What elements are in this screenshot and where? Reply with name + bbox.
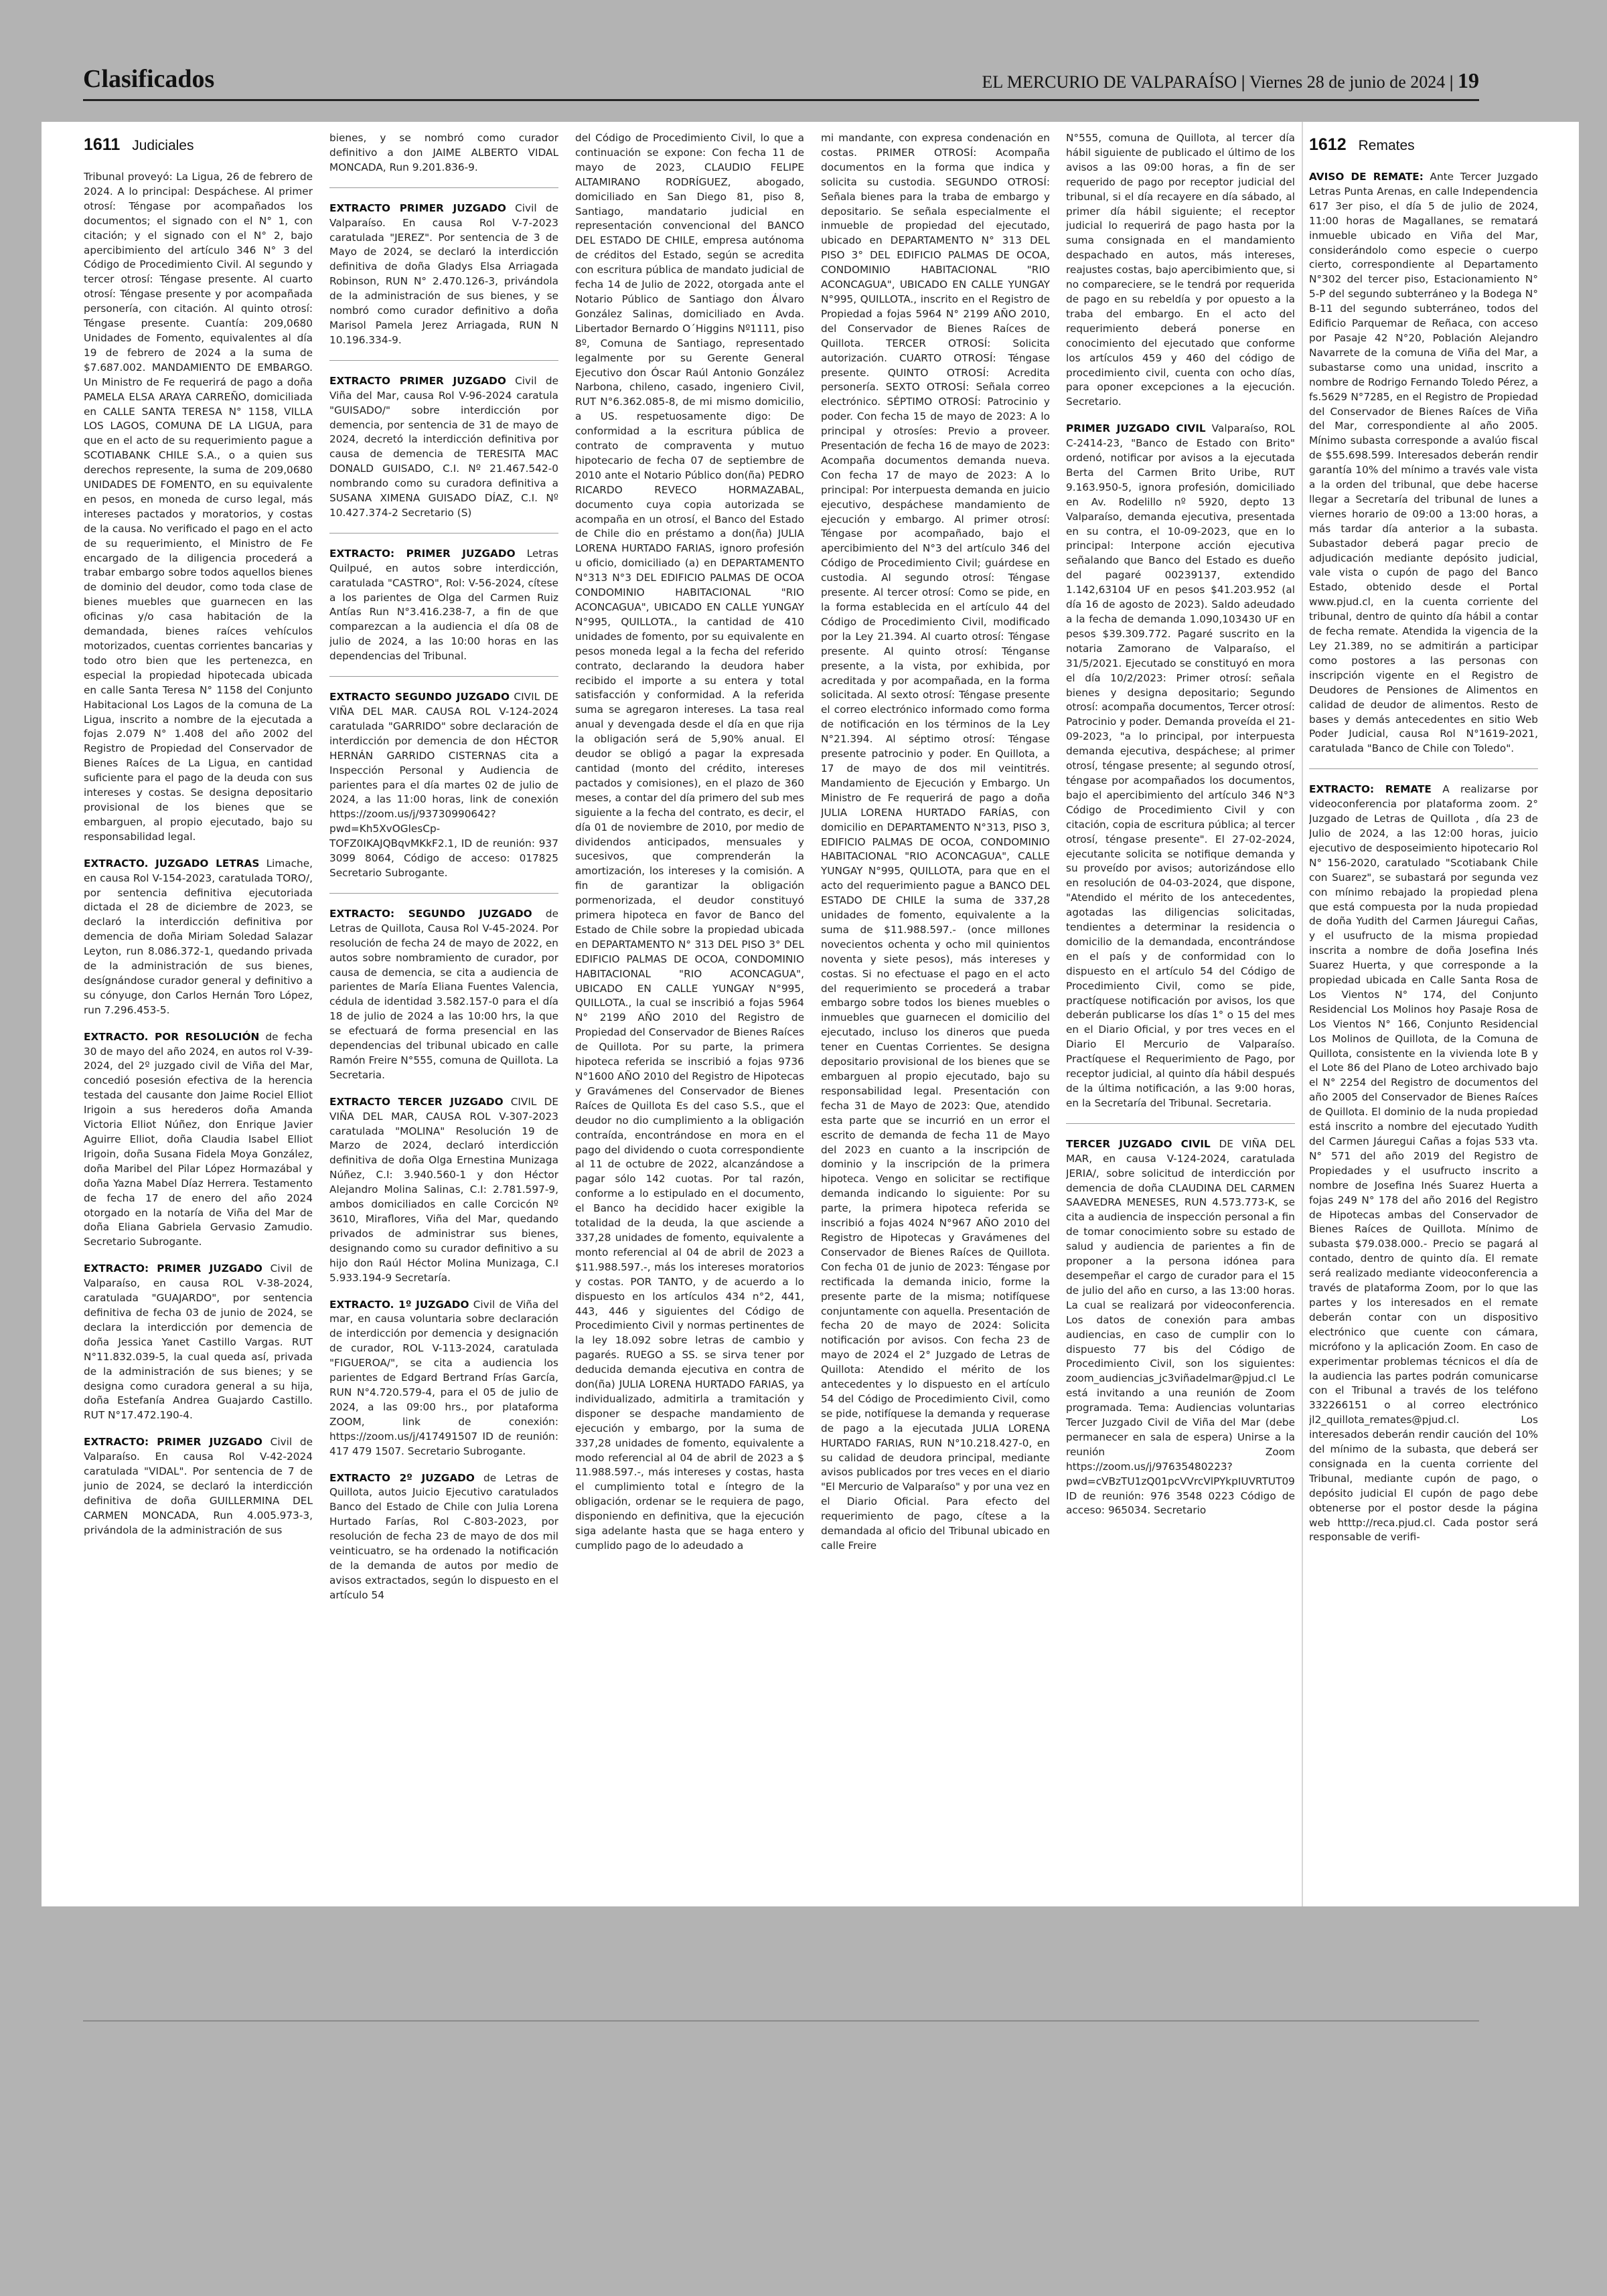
category-number: 1612: [1309, 135, 1347, 154]
notice-heading: TERCER JUZGADO CIVIL: [1066, 1137, 1211, 1150]
notice-heading: EXTRACTO PRIMER JUZGADO: [329, 201, 506, 214]
notice-heading: EXTRACTO PRIMER JUZGADO: [329, 374, 506, 387]
notice: [1309, 783, 1538, 1545]
newspaper-name: EL MERCURIO DE VALPARAÍSO: [982, 72, 1237, 92]
notice-body: CIVIL DE VIÑA DEL MAR, CAUSA ROL V-307-2023 caratulada "MOLINA" Resolución 19 de Marzo de 2024, declaró interdicción definitiva de doña Olga Ernestina Munizaga Núñez, C.I: 3.940.560-1 y don Héctor Alejandro Molina Salinas, C.I: 2.781.597-9, ambos domiciliados en calle Corcicón Nº 3610, Miraflores, Viña del Mar, quedando privados de administrar sus bienes, designando como su curador definitivo a su hijo don Raúl Héctor Molina Munizaga, C.I 5.933.194-9 Secretaría.: [329, 1095, 558, 1284]
notice-heading: EXTRACTO 2º JUZGADO: [329, 1471, 475, 1484]
notice-heading: AVISO DE REMATE:: [1309, 171, 1424, 183]
page-inner: [42, 122, 1284, 1906]
notice-body: Valparaíso, ROL C-2414-23, "Banco de Estado con Brito" ordenó, notificar por avisos a la ejecutada Berta del Carmen Brito Uribe, RUT 9.163.950-5, ignora profesión, domiciliado en Av. Rodelillo nº 5920, depto 13 Valparaíso, demanda ejecutiva, presentada en su contra, el 10-09-2023, que en lo principal: Interpone acción ejecutiva señalando que Banco del Estado es dueño del pagaré 00239137, extendido 1.142,63104 UF en pesos $41.203.952 (al día 16 de agosto de 2023). Saldo adeudado a la fecha de demanda 1.090,103430 UF en pesos $39.309.772. Pagaré suscrito en la notaria Zamorano de Valparaíso, el 31/5/2021. Ejecutado se constituyó en mora el día 10/2/2023: Primer otrosí: señala bienes y designa depositario; Segundo otrosí: acompaña documentos, Tercer otrosí: Patrocinio y poder. Demanda proveída el 21-09-2023, "a lo principal, por interpuesta demanda ejecutiva, despáchese; al primer otrosí, téngase presente; al segundo otrosí, téngase por acompañados los documentos, bajo el apercibimiento del artículo 346 N°3 Código de Procedimiento Civil y con citación, copia de escritura pública; al tercer otrosí, téngase presente". El 27-02-2024, ejecutante solicita se notifique demanda y su proveído por avisos; autorizándose ello en resolución de 04-03-2024, que dispone, "Atendido el mérito de los antecedentes, agotadas las diligencias solicitadas, tendientes a determinar la residencia o domicilio de la demandada, encontrándose en el país y de conformidad con lo dispuesto en el artículo 54 del Código de Procedimiento Civil, como se pide, practíquese notificación por avisos, los que deberán publicarse los días 1° o 15 del mes en el Diario Oficial, y por tres veces en el Diario El Mercurio de Valparaíso. Practíquese el Requerimiento de Pago, por receptor judicial, al quinto día hábil después de la última notificación, a las 9:00 horas, en la Secretaría del Tribunal. Secretaria.: [1066, 422, 1295, 1109]
notice-body: Limache, en causa Rol V-154-2023, caratulada TORO/, por sentencia definitiva ejecutoriada dictada el 28 de diciembre de 2023, se declaró la interdicción definitiva por demencia de doña Miriam Soledad Salazar Leyton, run 8.086.372-1, quedando privada de la administración de sus bienes, desígnándose curador general y definitivo a su cónyuge, don Carlos Hernán Toro López, run 7.296.453-5.: [84, 857, 313, 1016]
notice-body: Civil de Valparaíso. En causa Rol V-7-2023 caratulada "JEREZ". Por sentencia de 3 de Mayo de 2024, se declaró la interdicción definitiva de doña Gladys Elsa Arriagada Robinson, RUN N° 2.470.126-3, privándola de la administración de sus bienes, y se nombró como curador definitivo a doña Marisol Pamela Jerez Arriagada, RUN N 10.196.334-9.: [329, 201, 558, 346]
page-gutter: [1302, 122, 1303, 1906]
page-number: 19: [1458, 68, 1479, 92]
notice-body: de Letras de Quillota, Causa Rol V-45-2024. Por resolución de fecha 24 de mayo de 2022, en autos sobre nombramiento de curador, por causa de demencia, se cita a audiencia de parientes de María Eliana Fuentes Valencia, cédula de identidad 3.582.157-0 para el día 18 de julio de 2024 a las 10:00 hrs, la que se efectuará de forma presencial en las dependencias del tribunal ubicado en calle Ramón Freire N°555, comuna de Quillota. La Secretaria.: [329, 907, 558, 1081]
notice-body: A realizarse por videoconferencia por plataforma zoom. 2° Juzgado de Letras de Quillota , día 23 de Julio de 2024, a las 12:00 horas, juicio ejecutivo de desposeimiento hipotecario Rol N° 156-2020, caratulado "Scotiabank Chile con Suarez", se subastará por segunda vez con mínimo rebajado la propiedad plena que está compuesta por la nuda propiedad de doña Yudith del Carmen Jáuregui Cañas, y el usufructo de la misma propiedad inscrita a nombre de doña Josefina Inés Suarez Huerta, y que corresponde a la propiedad ubicada en Calle Santa Rosa de Los Vientos N° 174, del Conjunto Residencial Los Molinos hoy Pasaje Rosa de Los Vientos N° 166, Conjunto Residencial Los Molinos de Quillota, de la Comuna de Quillota, consistente en la vivienda lote B y el Lote 86 del Plano de Loteo archivado bajo el N° 2254 del Registro de documentos del año 2005 del Conservador de Bienes Raíces de Quillota. El dominio de la nuda propiedad está inscrito a nombre del ejecutado Yudith del Carmen Jáuregui Cañas a fojas 533 vta. N° 571 del año 2019 del Registro de Propiedades y el usufructo inscrito a nombre de Josefina Inés Suarez Huerta a fojas 249 N° 178 del año 2016 del Registro de Hipotecas ambas del Conservador de Bienes Raíces de Quillota. Mínimo de subasta $79.038.000.- Precio se pagará al contado, dentro de quinto día. El remate será realizado mediante videoconferencia a través de plataforma Zoom, por lo que las partes y los interesados en el remate deberán contar con un dispositivo electrónico que cuente con cámara, micrófono y la aplicación Zoom. En caso de experimentar problemas técnicos el día de la audiencia las partes podrán comunicarse con el Tribunal a través de los teléfono 332266151 o al correo electrónico jl2_quillota_remates@pjud.cl. Los interesados deberán rendir caución del 10% del mínimo de la subasta, que deberá ser consignada en la cuenta corriente del Tribunal, mediante cupón de pago, o depósito judicial El cupón de pago debe obtenerse por el postor desde la página web htttp://reca.pjud.cl. Cada postor será responsable de verifi-: [1309, 783, 1538, 1544]
notice-body: Tribunal proveyó: La Ligua, 26 de febrero de 2024. A lo principal: Despáchese. Al primer otrosí: Téngase por acompañados los documentos; el signado con el N° 1, con citación; y el signado con el N° 2, bajo apercibimiento del artículo 346 N° 3 del Código de Procedimiento Civil. Al segundo y tercer otrosí: Téngase presente. Al cuarto otrosí: Téngase presente y por acompañada personería, con citación. Al quinto otrosí: Téngase presente. Cuantía: 209,0680 Unidades de Fomento, equivalentes al día 19 de febrero de 2024 a la suma de $7.687.002. MANDAMIENTO DE EMBARGO. Un Ministro de Fe requerirá de pago a doña PAMELA ELSA ARAYA CARREÑO, domiciliada en CALLE SANTA TERESA N° 1158, VILLA LOS LAGOS, COMUNA DE LA LIGUA, para que en el acto de su requerimiento pague a SCOTIABANK CHILE S.A., o a quien sus derechos represente, la suma de 209,0680 UNIDADES DE FOMENTO, en su equivalente en pesos, en moneda de curso legal, más intereses pactados y moratorios, y costas de la causa. No verificado el pago en el acto de su requerimiento, el Ministro de Fe encargado de la diligencia procederá a trabar embargo sobre todos aquellos bienes de dominio del deudor, como toda clase de bienes muebles que guarnecen en las oficinas y/o casa habitación de la demandada, bienes raíces vehículos motorizados, cuentas corrientes bancarias y todo otro bien que les pertenezca, en especial la propiedad hipotecada ubicada en calle Santa Teresa N° 1158 del Conjunto Habitacional Los Lagos de la comuna de La Ligua, inscrito a nombre de la ejecutada a fojas 2.079 N° 1.408 del año 2002 del Registro de Propiedad del Conservador de Bienes Raíces de La Ligua, en cantidad suficiente para el pago de la deuda con sus intereses y costas. Se designa depositario provisional de los bienes que se embarguen, al propio ejecutado, bajo su responsabilidad legal.: [84, 171, 313, 843]
notice-heading: EXTRACTO SEGUNDO JUZGADO: [329, 691, 510, 704]
notice-body: de Letras de Quillota, autos Juicio Ejecutivo caratulados Banco del Estado de Chile con Julia Lorena Hurtado Farías, Rol C-803-2023, por resolución de fecha 23 de mayo de dos mil veinticuatro, se ha ordenado la notificación de la demanda de autos por medio de avisos extractados, según lo dispuesto en el artículo 54: [329, 1471, 558, 1601]
notice-divider: [1309, 768, 1538, 769]
notice-heading: EXTRACTO: PRIMER JUZGADO: [329, 547, 516, 560]
page-header: [83, 62, 1479, 101]
masthead: EL MERCURIO DE VALPARAÍSO | Viernes 28 de junio de 2024 | 19: [982, 68, 1479, 92]
notice-body: Letras Quilpué, en autos sobre interdicción, caratulada "CASTRO", Rol: V-56-2024, cítese a los parientes de Olga del Carmen Ruiz Antías Run N°3.416.238-7, a fin de que comparezcan a la audiencia el día 08 de julio de 2024, a las 10:00 horas en las dependencias del Tribunal.: [329, 547, 558, 663]
category-label: Judiciales: [132, 138, 194, 153]
notice-heading: EXTRACTO. JUZGADO LETRAS: [84, 857, 260, 870]
notice-body: de fecha 30 de mayo del año 2024, en autos rol V-39-2024, del 2º juzgado civil de Viña del Mar, concedió posesión efectiva de la herencia testada del causante don Jaime Rociel Elliot Irigoin a sus herederos doña Amanda Victoria Elliot Núñez, don Enrique Javier Aguirre Elliot, doña Claudia Isabel Elliot Irigoin, doña Susana Fidela Moya González, doña Maribel del Pilar López Hormazábal y doña Yazna Mabel Díaz Herrera. Testamento de fecha 17 de enero del año 2024 otorgado en la notaría de Viña del Mar de doña Eliana Gabriela Gervasio Zamudio. Secretario Subrogante.: [84, 1030, 313, 1248]
column-6: [1309, 131, 1538, 1898]
notice-body: Ante Tercer Juzgado Letras Punta Arenas, en calle Independencia 617 3er piso, el día 5 de julio de 2024, 11:00 horas de Magallanes, se rematará inmueble ubicado en Viña del Mar, considerándolo como especie o cuerpo cierto, correspondiente al Departamento N°302 del tercer piso, Estacionamiento N° 5-P del segundo subterráneo y la Bodega N° B-11 del segundo subterráneo, todos del Edificio Parquemar de Reñaca, con acceso por Pasaje 42 N°20, Población Alejandro Navarrete de la comuna de Viña del Mar, a subastarse como una unidad, inscrito a nombre de Rodrigo Fernando Toledo Pérez, a fs.5629 N°7285, en el Registro de Propiedad del Conservador de Bienes Raíces de Viña del Mar, correspondiente al año 2005. Mínimo subasta corresponde a avalúo fiscal de $55.698.599. Interesados deberán rendir garantía 10% del mínimo a través vale vista a la orden del tribunal, que debe hacerse llegar a Secretaría del tribunal de lunes a viernes horario de 09:00 a 13:00 horas, a más tardar día anterior a la subasta. Subastador deberá pagar precio de adjudicación mediante depósito judicial, vale vista o cupón de pago del Banco Estado, obtenido desde el Portal www.pjud.cl, en la cuenta corriente del tribunal, dentro de quinto día hábil a contar de fecha remate. Atendida la vigencia de la Ley 21.389, no se admitirán a participar como postores a las personas con inscripción vigente en el Registro de Deudores de Pensiones de Alimentos en calidad de deudor de alimentos. Resto de bases y demás antecedentes en sitio Web Poder Judicial, causa Rol N°1619-2021, caratulada "Banco de Chile con Toledo".: [1309, 171, 1538, 755]
notice-body: bienes, y se nombró como curador definitivo a don JAIME ALBERTO VIDAL MONCADA, Run 9.201.836-9.: [329, 132, 558, 173]
bottom-rule: [83, 2020, 1479, 2022]
notice-body: Civil de Viña del mar, en causa voluntaria sobre declaración de interdicción por demencia y designación de curador, ROL V-113-2024, caratulada "FIGUEROA/", se cita a audiencia los parientes de Edgard Bertrand Frías García, RUN N°4.720.579-4, para el 05 de julio de 2024, a las 09:00 hrs., por plataforma ZOOM, link de conexión: https://zoom.us/j/417491507 ID de reunión: 417 479 1507. Secretario Subrogante.: [329, 1298, 558, 1457]
notice-heading: EXTRACTO TERCER JUZGADO: [329, 1095, 504, 1108]
category-number: 1611: [84, 135, 121, 154]
notice-heading: EXTRACTO. POR RESOLUCIÓN: [84, 1030, 260, 1043]
notice-heading: EXTRACTO: SEGUNDO JUZGADO: [329, 907, 532, 920]
notice-body: DE VIÑA DEL MAR, en causa V-124-2024, caratulada JERIA/, sobre solicitud de interdicción por demencia de doña CLAUDINA DEL CARMEN SAAVEDRA MENESES, RUN 4.573.773-K, se cita a audiencia de inspección personal a fin de tomar conocimiento sobre su estado de salud y audiencia de parientes a fin de proponer a la persona idónea para desempeñar el cargo de curador para el 15 de julio del año en curso, a las 13:00 horas. La cual se realizará por videoconferencia. Los datos de conexión para ambas audiencias, en caso de cumplir con lo dispuesto 77 bis del Código de Procedimiento Civil, son los siguientes: zoom_audiencias_jc3viñadelmar@pjud.cl Le está invitando a una reunión de Zoom programada. Tema: Audiencias voluntarias Tercer Juzgado Civil de Viña del Mar (debe permanecer en sala de espera) Unirse a la reunión Zoom https://zoom.us/j/97635480223?pwd=cVBzTU1zQ01pcVVrcVlPYkpIUVRTUT09 ID de reunión: 976 3548 0223 Código de acceso: 965034. Secretario: [1066, 1137, 1295, 1517]
notice-heading: EXTRACTO: PRIMER JUZGADO: [84, 1262, 262, 1275]
notice-body: Civil de Viña del Mar, causa Rol V-96-2024 caratula "GUISADO/" sobre interdicción por demencia, por sentencia de 31 de mayo de 2024, decretó la interdicción definitiva por causa de demencia de TERESITA MAC DONALD GUISADO, C.I. Nº 21.467.542-0 nombrando como su curadora definitiva a SUSANA XIMENA GUISADO DÍAZ, C.I. Nº 10.427.374-2 Secretario (S): [329, 374, 558, 519]
notice-body: mi mandante, con expresa condenación en costas. PRIMER OTROSÍ: Acompaña documentos en la forma que indica y solicita su custodia. SEGUNDO OTROSÍ: Señala bienes para la traba de embargo y depositario. Se señala especialmente el inmueble de propiedad del ejecutado, ubicado en DEPARTAMENTO N° 313 DEL PISO 3° DEL EDIFICIO PALMAS DE OCOA, CONDOMINIO HABITACIONAL "RIO ACONCAGUA", UBICADO EN CALLE YUNGAY N°995, QUILLOTA., inscrito en el Registro de Propiedad a fojas 5964 N° 2199 AÑO 2010, del Conservador de Bienes Raíces de Quillota. TERCER OTROSÍ: Solicita autorización. CUARTO OTROSÍ: Téngase presente. QUINTO OTROSÍ: Acredita personería. SEXTO OTROSÍ: Señala correo electrónico. SÉPTIMO OTROSÍ: Patrocinio y poder. Con fecha 15 de mayo de 2023: A lo principal y otrosíes: Previo a proveer. Presentación de fecha 16 de mayo de 2023: Acompaña documentos demanda nueva. Con fecha 17 de mayo de 2023: A lo principal: Por interpuesta demanda en juicio ejecutivo, despáchese mandamiento de ejecución y embargo. Al primer otrosí: Téngase por acompañado, bajo el apercibimiento del N°3 del artículo 346 del Código de Procedimiento Civil; guárdese en custodia. Al segundo otrosí: Téngase presente. Al tercer otrosí: Como se pide, en la forma establecida en el artículo 44 del Código de Procedimiento Civil, modificado por la Ley 21.394. Al cuarto otrosí: Téngase presente. Al quinto otrosí: Ténganse presente, a la vista, por exhibida, por acreditada y por acompañada, en la forma solicitada. Al sexto otrosí: Téngase presente el correo electrónico informado como forma de notificación en los términos de la Ley N°21.394. Al séptimo otrosí: Téngase presente patrocinio y poder. En Quillota, a 17 de mayo de dos mil veintitrés. Mandamiento de Ejecución y Embargo. Un Ministro de Fe requerirá de pago a doña JULIA LORENA HURTADO FARÍAS, con domicilio en DEPARTAMENTO N°313, PISO 3, EDIFICIO PALMAS DE OCOA, CONDOMINIO HABITACIONAL "RIO ACONCAGUA", CALLE YUNGAY N°995, QUILLOTA, para que en el acto del requerimiento pague a BANCO DEL ESTADO DE CHILE la suma de 337,28 unidades de fomento, equivalente a la suma de $11.988.597.- (once millones novecientos ochenta y ocho mil quinientos noventa y siete pesos), más intereses y costas. Si no efectuase el pago en el acto del requerimiento se procederá a trabar embargo sobre todos los bienes muebles o inmuebles que guarnecen el domicilio del ejecutado, incluso los dineros que pueda tener en Cuentas Corrientes. Se designa depositario provisional de los bienes que se embarguen al propio ejecutado, bajo su responsabilidad legal. Presentación con fecha 31 de Mayo de 2023: Que, atendido esta parte que se incurrió en un error el escrito de demanda de fecha 11 de Mayo del 2023 en cuanto a la inscripción de dominio y la inscripción de la primera hipoteca. Vengo en solicitar se rectifique demanda indicando lo siguiente: Por su parte, la primera hipoteca referida se inscribió a fojas 4024 N°967 AÑO 2010 del Registro de Hipotecas y Gravámenes del Conservador de Bienes Raíces de Quillota. Con fecha 01 de junio de 2023: Téngase por rectificada la demanda inicio, forme la presente parte de la misma; notifíquese conjuntamente con aquella. Presentación de fecha 20 de mayo de 2024: Solicita notificación por avisos. Con fecha 23 de mayo de 2024 el 2° Juzgado de Letras de Quillota: Atendido el mérito de los antecedentes y lo dispuesto en el artículo 54 del Código de Procedimiento Civil, como se pide, notifíquese la demanda y requerase de pago a la ejecutada JULIA LORENA HURTADO FARIAS, RUN N°10.218.427-0, en su calidad de deudora principal, mediante avisos publicados por tres veces en el diario "El Mercurio de Valparaíso" y por una vez en el Diario Oficial. Para efecto del requerimiento de pago, cítese a la demandada al oficio del Tribunal ubicado en calle Freire: [821, 132, 1050, 1552]
notice-body: N°555, comuna de Quillota, al tercer día hábil siguiente de publicado el último de los avisos a las 09:00 horas, a fin de ser requerido de pago por receptor judicial del tribunal, si el día recayere en día sábado, al primer día hábil siguiente; el receptor judicial lo requerirá de pago hasta por la suma consignada en el mandamiento despachado en autos, más intereses, reajustes costas, bajo apercibimiento que, si no compareciere, se le tendrá por requerida de pago en su rebeldía y por opuesto a la traba del embargo. En el acto del requerimiento deberá ponerse en conocimiento del ejecutado que conforme los artículos 459 y 460 del código de procedimiento civil, cuenta con ocho días, para oponer excepciones a la ejecución. Secretario.: [1066, 132, 1295, 408]
notice-heading: EXTRACTO. 1º JUZGADO: [329, 1298, 469, 1311]
notice: [1309, 170, 1538, 756]
notice-heading: EXTRACTO: PRIMER JUZGADO: [84, 1436, 262, 1449]
notice-body: del Código de Procedimiento Civil, lo que a continuación se expone: Con fecha 11 de mayo de 2023, CLAUDIO FELIPE ALTAMIRANO RODRÍGUEZ, abogado, domiciliado en San Diego 81, piso 8, Santiago, mandatario judicial en representación convencional del BANCO DEL ESTADO DE CHILE, empresa autónoma de créditos del Estado, según se acredita con escritura pública de mandato judicial de fecha 14 de Julio de 2022, otorgada ante el Notario Público de Santiago don Álvaro González Salinas, domiciliado en Avda. Libertador Bernardo O´Higgins Nº1111, piso 8º, Comuna de Santiago, representado legalmente por su Gerente General Ejecutivo don Óscar Raúl Antonio González Narbona, chileno, casado, ingeniero Civil, RUT N°6.362.085-8, de mi mismo domicilio, a US. respetuosamente digo: De conformidad a la escritura pública de contrato de compraventa y mutuo hipotecario de fecha 07 de septiembre de 2010 ante el Notario Público don(ña) PEDRO RICARDO REVECO HORMAZABAL, documento cuya copia autorizada se acompaña en un otrosí, el Banco del Estado de Chile dio en préstamo a don(ña) JULIA LORENA HURTADO FARIAS, ignoro profesión u oficio, domiciliado (a) en DEPARTAMENTO N°313 N°3 DEL EDIFICIO PALMAS DE OCOA CONDOMINIO HABITACIONAL "RIO ACONCAGUA", UBICADO EN CALLE YUNGAY N°995, QUILLOTA., la cantidad de 410 unidades de fomento, por su equivalente en pesos moneda legal a la fecha del referido contrato, declarando la deudora haber recibido el importe a su entera y total satisfacción y conformidad. A la referida suma se agregaron intereses. La tasa real anual y devengada desde el día en que rija la obligación será de 5,90% anual. El deudor se obligó a pagar la expresada cantidad (monto del crédito, intereses pactados y comisiones), en el plazo de 360 meses, a contar del día primero del sub mes siguiente a la fecha del contrato, es decir, el día 01 de noviembre de 2010, por medio de dividendos anticipados, mensuales y sucesivos, que comprenderán la amortización, los intereses y la comisión. A fin de garantizar la obligación pormenorizada, el deudor constituyó primera hipoteca en favor de Banco del Estado de Chile sobre la propiedad ubicada en DEPARTAMENTO N° 313 DEL PISO 3° DEL EDIFICIO PALMAS DE OCOA, CONDOMINIO HABITACIONAL "RIO ACONCAGUA", UBICADO EN CALLE YUNGAY N°995, QUILLOTA., la cual se inscribió a fojas 5964 N° 2199 AÑO 2010 del Registro de Propiedad del Conservador de Bienes Raíces de Quillota. Por su parte, la primera hipoteca referida se inscribió a fojas 9736 N°1600 AÑO 2010 del Registro de Hipotecas y Gravámenes del Conservador de Bienes Raíces de Quillota Es del caso S.S., que el deudor no dio cumplimiento a la obligación contraída, encontrándose en mora en el pago del dividendo o cuota correspondiente al 11 de octubre de 2022, alcanzándose a pagar sólo 142 cuotas. Por tal razón, conforme a lo estipulado en el documento, el Banco ha decidido hacer exigible la totalidad de la deuda, la que asciende a 337,28 unidades de fomento, equivalente a monto referencial al 04 de abril de 2023 a $11.988.597.-, más los intereses moratorios y costas. POR TANTO, y de acuerdo a lo dispuesto en los artículos 434 n°2, 441, 443, 446 y siguientes del Código de Procedimiento Civil y normas pertinentes de la ley 18.092 sobre letras de cambio y pagarés. RUEGO a SS. se sirva tener por deducida demanda ejecutiva en contra de don(ña) JULIA LORENA HURTADO FARIAS, ya individualizado, admitirla a tramitación y disponer se despache mandamiento de ejecución y embargo, por la suma de 337,28 unidades de fomento, equivalente a modo referencial al 04 de abril de 2023 a $ 11.988.597.-, más intereses y costas, hasta el cumplimiento total e íntegro de la obligación, ordenar se le requiera de pago, disponiendo en definitiva, que la ejecución siga adelante hasta que se haga entero y cumplido pago de lo adeudado a: [575, 132, 804, 1552]
section-title: Clasificados: [83, 65, 215, 93]
notice-body: CIVIL DE VIÑA DEL MAR. CAUSA ROL V-124-2024 caratulada "GARRIDO" sobre declaración de interdicción por demencia de don HÉCTOR HERNÁN GARRIDO CISTERNAS cita a Inspección Personal y Audiencia de parientes para el día martes 02 de julio de 2024, a las 11:00 horas, link de conexión https://zoom.us/j/93730990642?pwd=Kh5XvOGlesCp-TOFZ0IKAJQBqvMKkF2.1, ID de reunión: 937 3099 8064, Código de acceso: 017825 Secretario Subrogante.: [329, 691, 558, 879]
category-label: Remates: [1358, 138, 1415, 153]
notice-heading: EXTRACTO: REMATE: [1309, 783, 1432, 796]
notice-heading: PRIMER JUZGADO CIVIL: [1066, 422, 1206, 435]
issue-date: Viernes 28 de junio de 2024: [1249, 72, 1446, 92]
category-header-remates: [1309, 135, 1538, 165]
notice-body: Civil de Valparaíso, en causa ROL V-38-2024, caratulada "GUAJARDO", por sentencia definitiva de fecha 03 de junio de 2024, se declara la interdicción por demencia de doña Jessica Yanet Castillo Vargas. RUT N°11.832.039-5, la cual queda así, privada de la administración de sus bienes; y se designa como curadora general a su hija, doña Estefanía Andrea Guajardo Castillo. RUT N°17.472.190-4.: [84, 1262, 313, 1422]
notice-body: Civil de Valparaíso. En causa Rol V-42-2024 caratulada "VIDAL". Por sentencia de 7 de junio de 2024, se declaró la interdicción definitiva de doña GUILLERMINA DEL CARMEN MONCADA, Run 4.005.973-3, privándola de la administración de sus: [84, 1436, 313, 1536]
